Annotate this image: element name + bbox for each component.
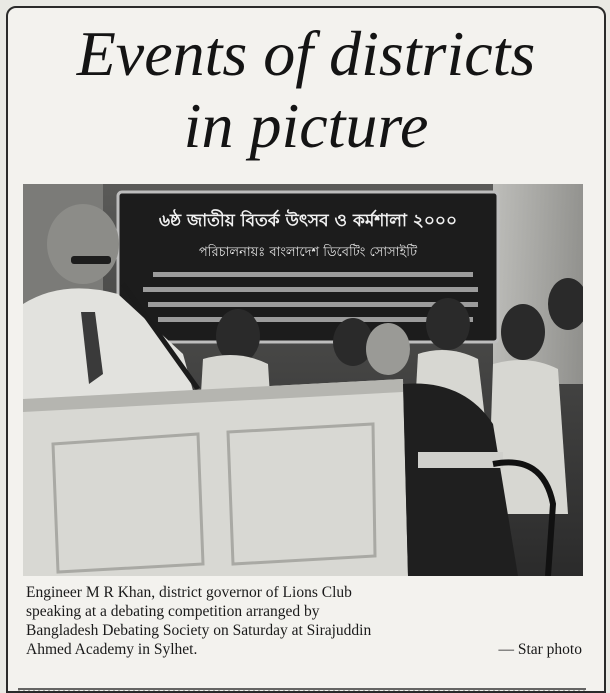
headline-line-1: Events of districts bbox=[76, 18, 536, 89]
bottom-rule bbox=[18, 688, 586, 693]
news-photo-illustration bbox=[23, 184, 583, 576]
headline bbox=[8, 18, 604, 162]
photo-caption bbox=[26, 583, 582, 659]
caption-line-3: Bangladesh Debating Society on Saturday at Sirajuddin bbox=[26, 622, 372, 639]
banner-line-1: ৬ষ্ঠ জাতীয় বিতর্ক উৎসব ও কর্মশালা ২০০০ bbox=[158, 211, 458, 231]
caption-line-1: Engineer M R Khan, district governor of Lions Club bbox=[26, 584, 352, 601]
podium bbox=[23, 379, 408, 576]
banner-line-2: পরিচালনায়ঃ বাংলাদেশ ডিবেটিং সোসাইটি bbox=[198, 245, 418, 260]
newspaper-clipping bbox=[6, 6, 606, 693]
caption-line-2: speaking at a debating competition arranged by bbox=[26, 603, 320, 620]
headline-line-2: in picture bbox=[183, 90, 429, 161]
photo-credit: — Star photo bbox=[498, 641, 582, 658]
news-photo bbox=[23, 184, 583, 576]
caption-line-4: Ahmed Academy in Sylhet. bbox=[26, 641, 198, 658]
